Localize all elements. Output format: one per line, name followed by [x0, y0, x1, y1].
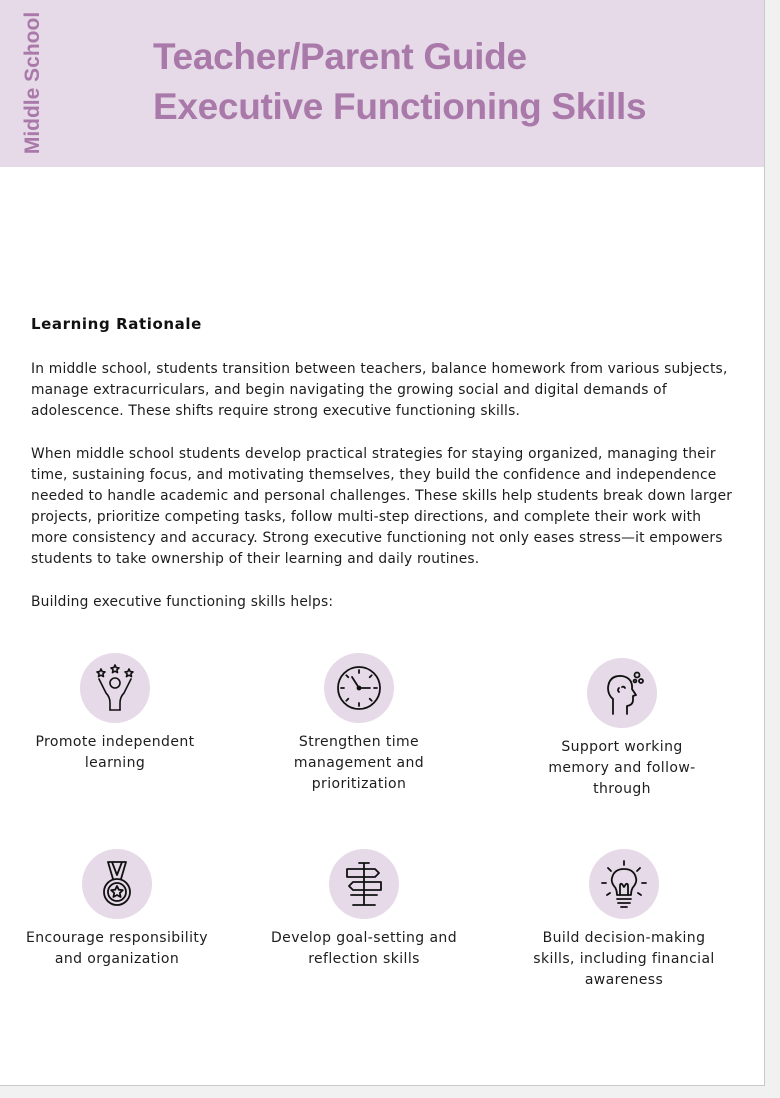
benefit-label: Develop goal-setting and reflection skills	[271, 930, 457, 967]
icon-badge	[80, 653, 150, 723]
header-banner	[0, 0, 764, 167]
section-heading: Learning Rationale	[31, 315, 202, 333]
benefit-item	[529, 849, 719, 991]
benefit-label: Promote independent learning	[35, 734, 195, 771]
icon-badge	[324, 653, 394, 723]
benefit-item	[15, 653, 215, 774]
icon-badge	[329, 849, 399, 919]
head-thinking-icon	[597, 668, 647, 718]
celebrating-person-icon	[90, 663, 140, 713]
benefit-label: Encourage responsibility and organization	[26, 930, 208, 967]
benefit-label: Build decision-making skills, including financial awareness	[533, 930, 715, 988]
grade-level-label: Middle School	[21, 11, 44, 155]
benefit-label: Strengthen time management and prioritization	[293, 734, 425, 792]
medal-icon	[92, 859, 142, 909]
benefit-item	[264, 653, 454, 795]
benefit-item	[17, 849, 217, 970]
title-line-1: Teacher/Parent Guide	[153, 36, 527, 77]
icon-badge	[82, 849, 152, 919]
benefit-item	[266, 849, 462, 970]
lightbulb-icon	[599, 859, 649, 909]
benefit-label: Support working memory and follow-through	[548, 739, 696, 797]
benefits-intro: Building executive functioning skills helps:	[31, 594, 334, 610]
signpost-icon	[339, 859, 389, 909]
icon-badge	[589, 849, 659, 919]
clock-icon	[334, 663, 384, 713]
title-line-2: Executive Functioning Skills	[153, 86, 647, 127]
rationale-paragraph-1: In middle school, students transition between teachers, balance homework from various subjects, manage extracurriculars, and begin navigating the growing social and digital demands of adolescence. These shifts require strong executive functioning skills.	[31, 361, 728, 419]
side-tab	[14, 8, 52, 158]
rationale-paragraph-2: When middle school students develop practical strategies for staying organized, managing their time, sustaining focus, and motivating themselves, they build the confidence and independence needed to handle academic and personal challenges. These skills help students break down larger projects, prioritize competing tasks, follow multi-step directions, and complete their work with more consistency and accuracy. Strong executive functioning not only eases stress—it empowers students to take ownership of their learning and daily routines.	[31, 446, 733, 567]
benefit-item	[537, 658, 707, 800]
icon-badge	[587, 658, 657, 728]
